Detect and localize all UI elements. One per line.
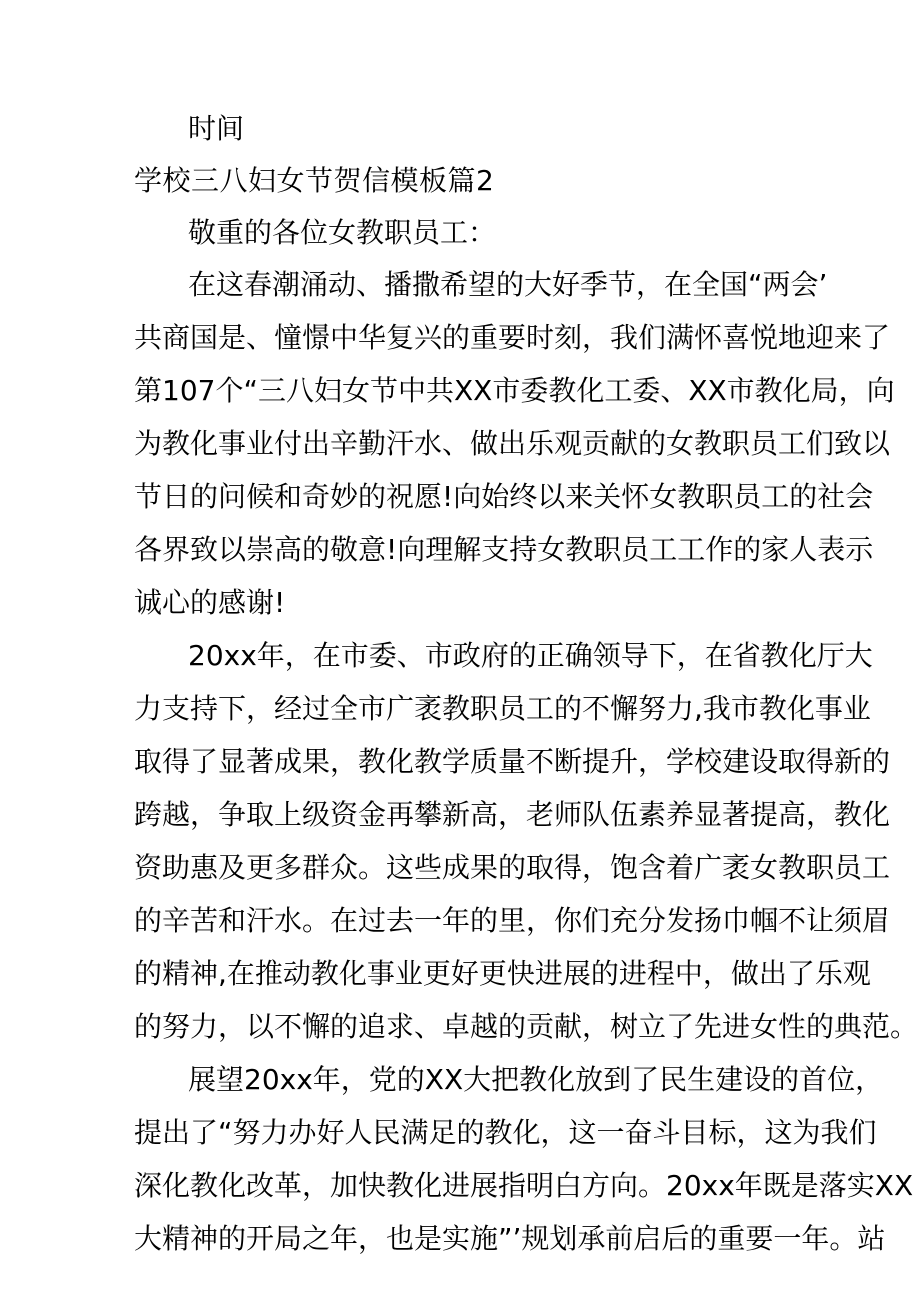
paragraph-line: 大精神的开局之年，也是实施”’规划承前启后的重要一年。站 (134, 1222, 886, 1255)
paragraph-line: 的辛苦和汗水。在过去一年的里，你们充分发扬巾帼不让须眉 (134, 904, 891, 937)
paragraph-line: 诚心的感谢! (134, 586, 286, 619)
paragraph-line: 的精神,在推动教化事业更好更快进展的进程中，做出了乐观 (134, 957, 871, 990)
paragraph-line: 共商国是、憧憬中华复兴的重要时刻，我们满怀喜悦地迎来了 (134, 321, 891, 354)
salutation: 敬重的各位女教职员工： (188, 216, 497, 249)
paragraph-line: 为教化事业付出辛勤汗水、做出乐观贡献的女教职员工们致以 (134, 427, 891, 460)
paragraph-line: 力支持下，经过全市广袤教职员工的不懈努力,我市教化事业 (134, 692, 871, 725)
paragraph-line: 跨越，争取上级资金再攀新高，老师队伍素养显著提高，教化 (134, 798, 891, 831)
paragraph-line: 第107个“三八妇女节中共XX市委教化工委、XX市教化局，向 (134, 374, 895, 407)
paragraph-line: 展望20xx年，党的XX大把教化放到了民生建设的首位， (188, 1063, 884, 1096)
paragraph-line: 节日的问候和奇妙的祝愿!向始终以来关怀女教职员工的社会 (134, 480, 874, 513)
paragraph-line: 深化教化改革，加快教化进展指明白方向。20xx年既是落实XX (134, 1169, 914, 1202)
paragraph-line: 在这春潮涌动、播撒希望的大好季节，在全国“两会’ (188, 268, 828, 301)
paragraph-line: 的努力，以不懈的追求、卓越的贡献，树立了先进女性的典范。 (134, 1010, 919, 1043)
paragraph-line: 20xx年，在市委、市政府的正确领导下，在省教化厅大 (188, 639, 873, 672)
time-label: 时间 (188, 112, 245, 145)
paragraph-line: 资助惠及更多群众。这些成果的取得，饱含着广袤女教职员工 (134, 851, 891, 884)
paragraph-line: 各界致以崇高的敬意!向理解支持女教职员工工作的家人表示 (134, 533, 874, 566)
paragraph-line: 提出了“努力办好人民满足的教化，这一奋斗目标，这为我们 (134, 1116, 877, 1149)
paragraph-line: 取得了显著成果，教化教学质量不断提升，学校建设取得新的 (134, 745, 891, 778)
document-title: 学校三八妇女节贺信模板篇2 (134, 164, 495, 197)
